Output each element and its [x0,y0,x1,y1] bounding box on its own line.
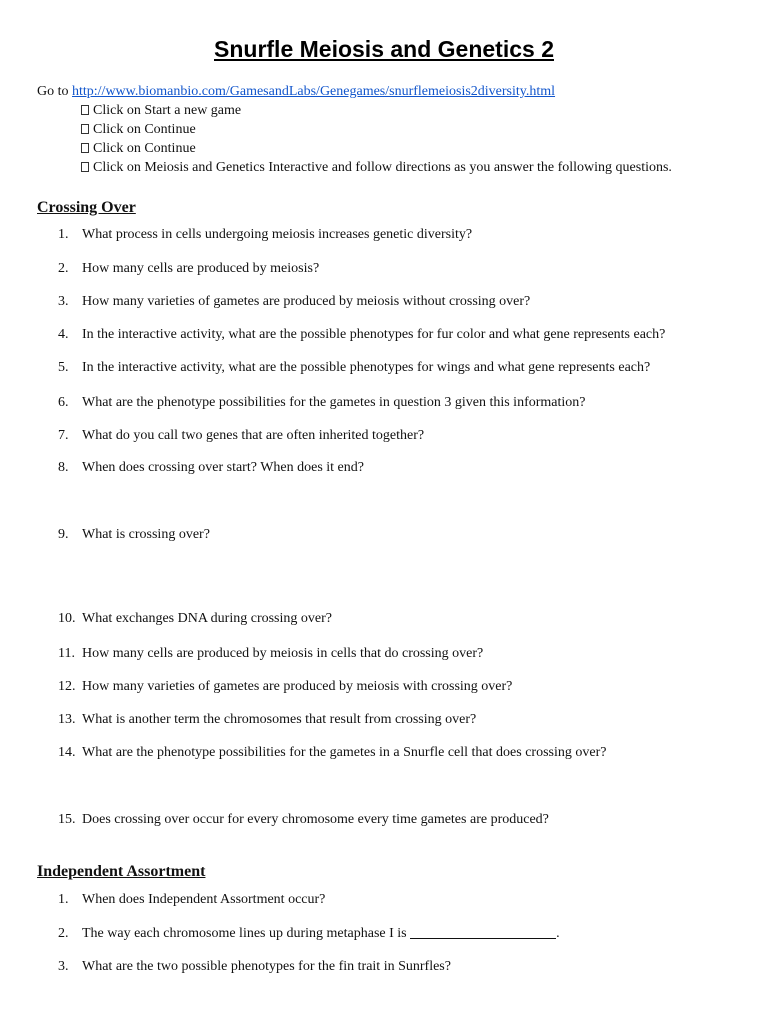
step-text: Click on Meiosis and Genetics Interactive and follow directions as you answer the following questions. [93,160,672,175]
question-number: 9. [58,527,69,542]
question-number: 10. [58,611,76,626]
question-text: What do you call two genes that are often inherited together? [82,428,425,443]
checkbox-icon [81,105,89,115]
question-item [58,226,472,243]
question-item [58,711,476,728]
question-number: 15. [58,812,76,827]
step-text: Click on Continue [93,122,196,137]
question-number: 4. [58,327,69,342]
question-item [58,526,210,543]
question-item [58,811,549,828]
question-item [58,958,451,975]
question-number: 13. [58,712,76,727]
question-item [58,260,319,277]
answer-blank[interactable] [410,925,556,939]
question-text: What is crossing over? [82,527,210,542]
question-text: When does crossing over start? When does it end? [82,460,364,475]
question-item [58,744,606,761]
question-item [58,326,665,343]
question-number: 7. [58,428,69,443]
question-item [58,678,512,695]
question-item [58,293,530,310]
question-number: 1. [58,892,69,907]
checkbox-icon [81,143,89,153]
question-text: How many cells are produced by meiosis in cells that do crossing over? [82,646,484,661]
game-url-link[interactable]: http://www.biomanbio.com/GamesandLabs/Genegames/snurflemeiosis2diversity.html [72,84,556,99]
question-number: 1. [58,227,69,242]
question-number: 5. [58,360,69,375]
checkbox-icon [81,162,89,172]
question-item [58,645,483,662]
section-heading-crossing-over: Crossing Over [37,199,136,216]
step-text: Click on Start a new game [93,103,242,118]
question-text: What exchanges DNA during crossing over? [82,611,332,626]
goto-line [37,83,555,100]
question-text: What is another term the chromosomes that result from crossing over? [82,712,477,727]
question-tail: . [556,926,560,941]
question-text: The way each chromosome lines up during metaphase I is [82,926,407,941]
step-item [81,159,672,178]
checkbox-icon [81,124,89,134]
step-item [81,121,672,140]
question-number: 12. [58,679,76,694]
question-item [58,891,325,908]
page-title: Snurfle Meiosis and Genetics 2 [214,36,554,62]
question-item [58,925,560,942]
question-text: How many cells are produced by meiosis? [82,261,320,276]
step-item [81,140,672,159]
step-text: Click on Continue [93,141,196,156]
question-item [58,459,364,476]
question-text: How many varieties of gametes are produced by meiosis without crossing over? [82,294,531,309]
question-text: Does crossing over occur for every chromosome every time gametes are produced? [82,812,549,827]
question-text: What are the phenotype possibilities for the gametes in a Snurfle cell that does crossing over? [82,745,607,760]
question-item [58,610,332,627]
question-number: 6. [58,395,69,410]
question-number: 2. [58,926,69,941]
question-number: 8. [58,460,69,475]
question-number: 14. [58,745,76,760]
question-text: What are the phenotype possibilities for the gametes in question 3 given this information? [82,395,586,410]
question-number: 3. [58,959,69,974]
question-text: What process in cells undergoing meiosis increases genetic diversity? [82,227,473,242]
question-text: In the interactive activity, what are the possible phenotypes for fur color and what gene represents each? [82,327,666,342]
goto-prefix: Go to [37,84,69,99]
question-text: How many varieties of gametes are produced by meiosis with crossing over? [82,679,513,694]
question-text: When does Independent Assortment occur? [82,892,326,907]
question-item [58,359,650,376]
instruction-steps [81,102,672,178]
question-number: 3. [58,294,69,309]
question-item [58,394,586,411]
question-text: In the interactive activity, what are the possible phenotypes for wings and what gene represents each? [82,360,651,375]
question-item [58,427,424,444]
step-item [81,102,672,121]
question-text: What are the two possible phenotypes for the fin trait in Sunrfles? [82,959,451,974]
question-number: 2. [58,261,69,276]
question-number: 11. [58,646,75,661]
section-heading-independent-assortment: Independent Assortment [37,863,206,880]
